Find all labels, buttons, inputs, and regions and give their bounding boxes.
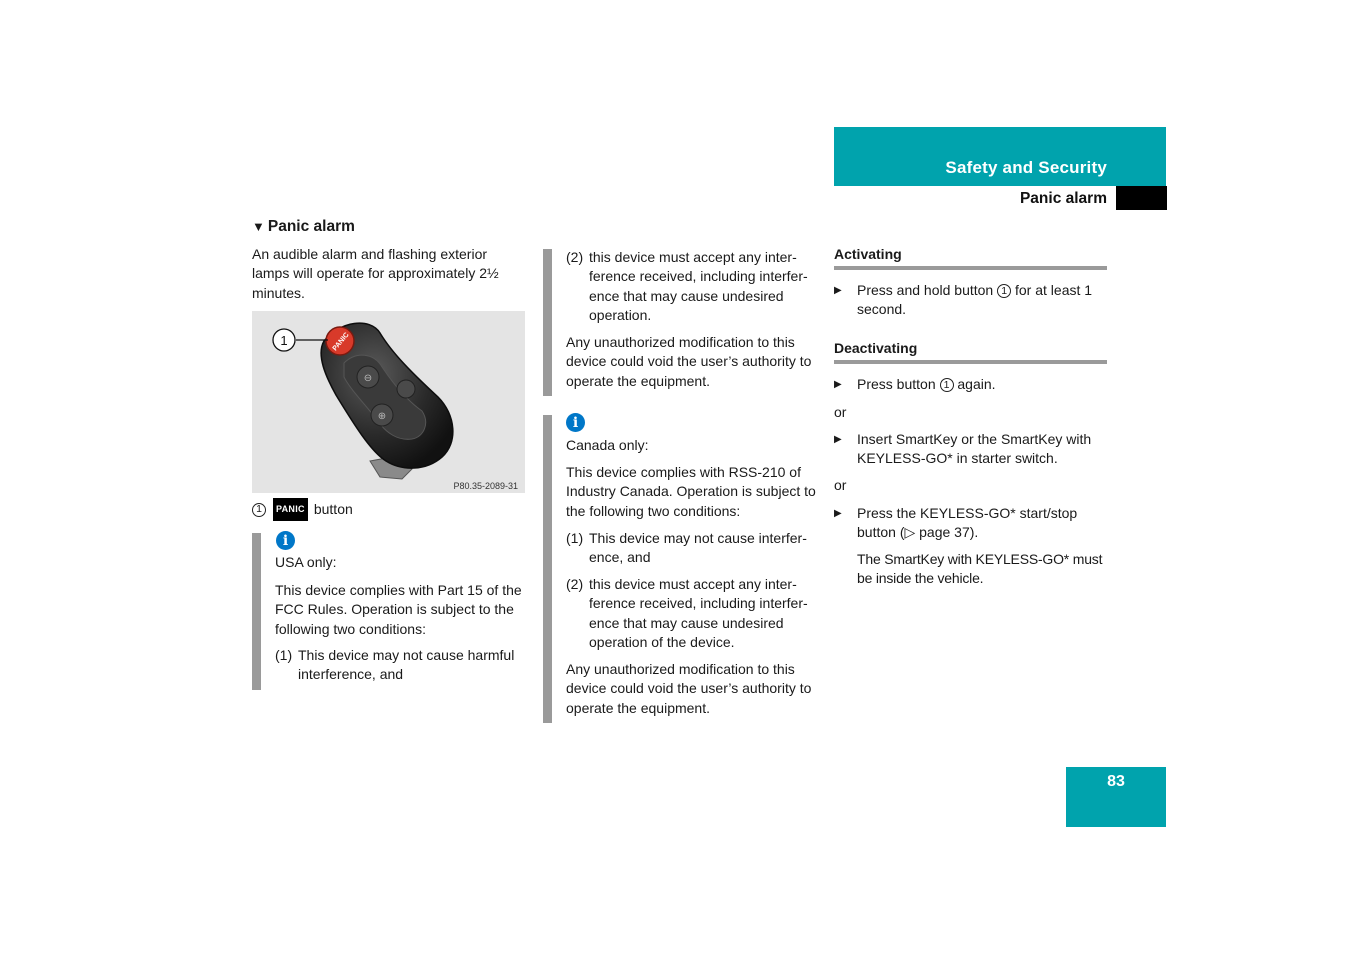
usa-note-title: USA only: xyxy=(275,554,337,570)
section-title: Safety and Security xyxy=(945,158,1107,177)
deactivating-step-3 xyxy=(834,504,1107,543)
arrow-right-icon: ▶ xyxy=(834,379,842,390)
activating-step xyxy=(834,281,1107,320)
smartkey-photo xyxy=(252,311,525,493)
figure-legend xyxy=(252,498,353,521)
or-separator: or xyxy=(834,477,847,493)
svg-text:⊕: ⊕ xyxy=(377,411,387,422)
info-icon: i xyxy=(276,531,295,550)
legend-number: 1 xyxy=(252,503,266,517)
deactivating-step-1 xyxy=(834,375,1107,394)
condition-number: (1) xyxy=(566,530,584,546)
condition-text: this device must accept any inter-ference received, including interfer-ence that may cause undesired operation. xyxy=(589,249,808,324)
header-band xyxy=(834,127,1166,186)
callout-number: 1 xyxy=(280,333,288,348)
canada-note-body: This device complies with RSS-210 of Industry Canada. Operation is subject to the following two conditions: xyxy=(566,464,816,519)
activating-heading: Activating xyxy=(834,246,902,262)
condition-number: (2) xyxy=(566,249,584,265)
canada-note-title: Canada only: xyxy=(566,437,649,453)
condition-number: (2) xyxy=(566,576,584,592)
triangle-down-icon: ▼ xyxy=(252,219,265,234)
section-tab-marker xyxy=(1116,186,1167,210)
heading-rule xyxy=(834,360,1107,364)
svg-text:⊖: ⊖ xyxy=(363,373,373,384)
condition-text: This device may not cause interfer-ence, and xyxy=(589,530,807,566)
step-text: Press button xyxy=(857,376,936,392)
or-separator: or xyxy=(834,404,847,420)
figure-code: P80.35-2089-31 xyxy=(453,481,518,491)
usa-condition-1 xyxy=(275,646,525,685)
usa-note-body: This device complies with Part 15 of the FCC Rules. Operation is subject to the following two conditions: xyxy=(275,582,522,637)
step-text: Insert SmartKey or the SmartKey with KEYLESS-GO* in starter switch. xyxy=(857,431,1092,467)
canada-condition-1 xyxy=(566,529,819,568)
condition-text: This device may not cause harmful interference, and xyxy=(298,647,515,683)
note-bar xyxy=(543,249,552,396)
subsection-title: Panic alarm xyxy=(1019,190,1107,207)
smartkey-illustration xyxy=(252,311,525,493)
condition-text: this device must accept any inter-ference received, including interfer-ence that may cause undesired operation of the device. xyxy=(589,576,808,651)
usa-warning: Any unauthorized modification to this device could void the user’s authority to operate the equipment. xyxy=(566,334,812,389)
arrow-right-icon: ▶ xyxy=(834,285,842,296)
deactivating-step-2 xyxy=(834,430,1107,469)
step-text: Press the KEYLESS-GO* start/stop button (▷ page 37). xyxy=(857,505,1078,541)
step-text: again. xyxy=(957,376,996,392)
deactivating-heading: Deactivating xyxy=(834,340,918,356)
panic-symbol: PANIC xyxy=(273,498,308,521)
intro-text: An audible alarm and flashing exterior lamps will operate for approximately 2½ minutes. xyxy=(252,246,499,301)
step-text: Press and hold button xyxy=(857,282,994,298)
note-bar xyxy=(252,533,261,690)
canada-condition-2 xyxy=(566,575,819,653)
info-icon: i xyxy=(566,413,585,432)
page-number-box xyxy=(1066,767,1166,827)
usa-condition-2 xyxy=(566,248,819,326)
key-panic-label: PANIC xyxy=(331,331,351,353)
note-bar xyxy=(543,415,552,723)
condition-number: (1) xyxy=(275,647,293,663)
heading-rule xyxy=(834,266,1107,270)
topic-heading xyxy=(252,218,355,236)
page-number: 83 xyxy=(1107,773,1125,790)
canada-warning: Any unauthorized modification to this device could void the user’s authority to operate the equipment. xyxy=(566,661,812,716)
arrow-right-icon: ▶ xyxy=(834,434,842,445)
topic-title: Panic alarm xyxy=(267,218,355,235)
arrow-right-icon: ▶ xyxy=(834,508,842,519)
legend-text: button xyxy=(313,501,353,517)
step-text: for at least 1 second. xyxy=(857,282,1093,318)
button-number: 1 xyxy=(940,378,954,392)
button-number: 1 xyxy=(997,284,1011,298)
step-note: The SmartKey with KEYLESS-GO* must be inside the vehicle. xyxy=(857,551,1103,587)
